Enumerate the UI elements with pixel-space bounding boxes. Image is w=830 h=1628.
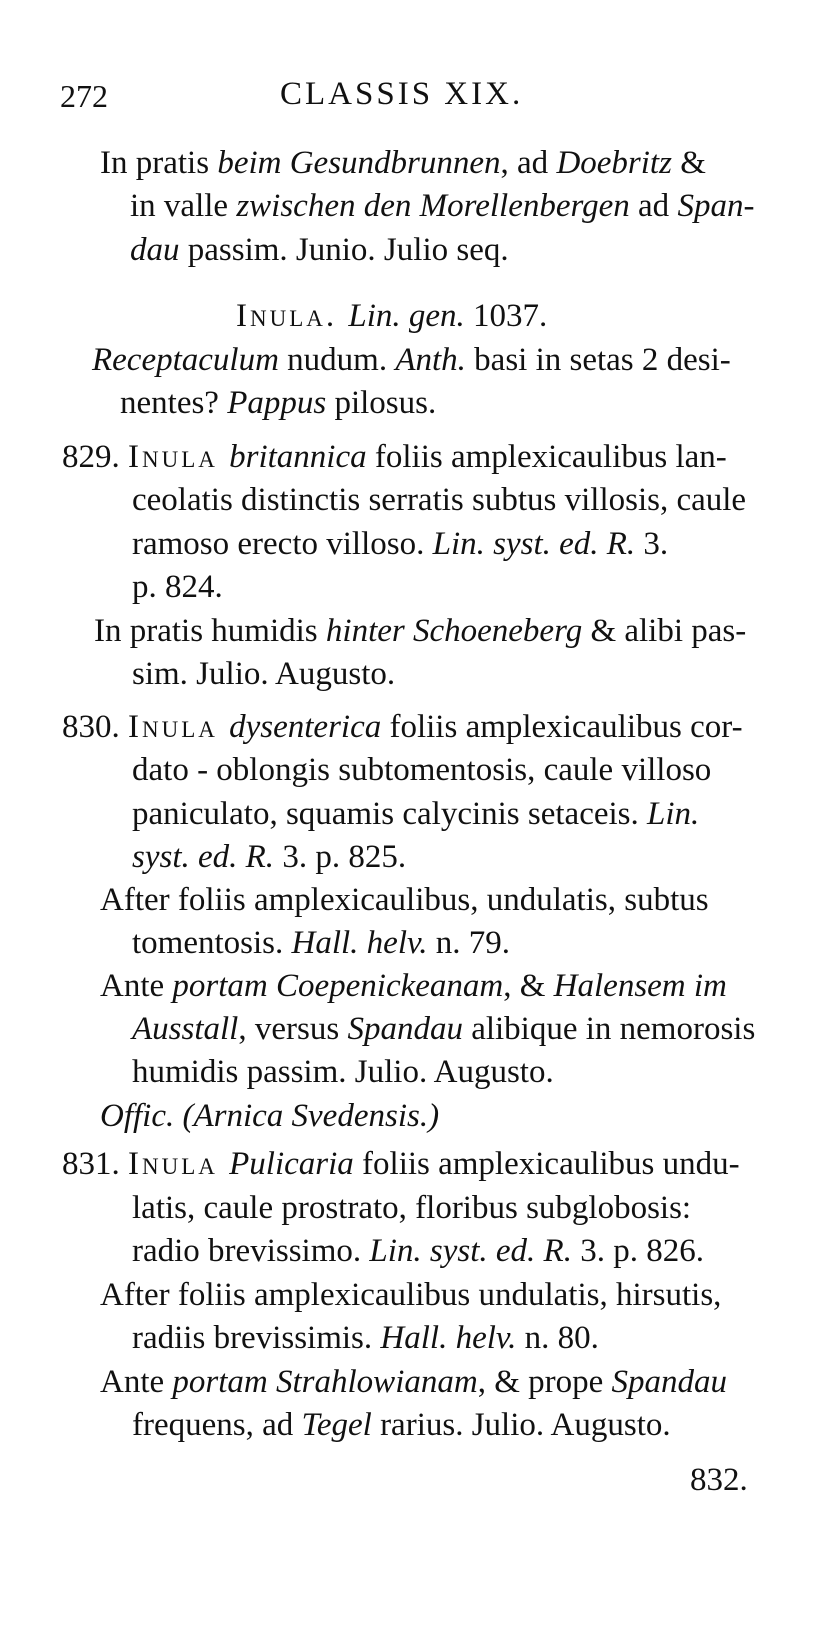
habitat-line: in valle zwischen den Morellenbergen ad Span- (130, 188, 755, 224)
species-text: paniculato, squamis calycinis setaceis. Lin. (132, 796, 700, 832)
species-number: 829. (62, 439, 120, 475)
habitat-line: dau passim. Junio. Julio seq. (130, 232, 509, 268)
genus-description: Receptaculum nudum. Anth. basi in setas 2 desi- (92, 342, 731, 378)
species-entry-830: 830. Inula dysenterica foliis amplexicaulibus cor- (62, 709, 743, 745)
species-number: 831. (62, 1146, 120, 1182)
synonym-line: After foliis amplexicaulibus undulatis, hirsutis, (100, 1277, 722, 1313)
species-text: dato - oblongis subtomentosis, caule villoso (132, 752, 712, 788)
genus-heading: Inula. Lin. gen. 1037. (236, 298, 548, 334)
officinal-note: Offic. (Arnica Svedensis.) (100, 1098, 440, 1134)
habitat-line: Ausstall, versus Spandau alibique in nemorosis (132, 1011, 756, 1047)
species-text: ramoso erecto villoso. Lin. syst. ed. R. 3. (132, 526, 669, 562)
habitat-line: sim. Julio. Augusto. (132, 656, 396, 692)
habitat-line: In pratis humidis hinter Schoeneberg & alibi pas- (94, 613, 747, 649)
habitat-line: frequens, ad Tegel rarius. Julio. Augusto. (132, 1407, 671, 1443)
synonym-line: tomentosis. Hall. helv. n. 79. (132, 925, 510, 961)
species-text: syst. ed. R. 3. p. 825. (132, 839, 407, 875)
habitat-line: Ante portam Strahlowianam, & prope Spandau (100, 1364, 728, 1400)
species-entry-829: 829. Inula britannica foliis amplexicaulibus lan- (62, 439, 727, 475)
species-text: latis, caule prostrato, floribus subglobosis: (132, 1190, 692, 1226)
synonym-line: radiis brevissimis. Hall. helv. n. 80. (132, 1320, 599, 1356)
species-text: p. 824. (132, 569, 223, 605)
habitat-line: Ante portam Coepenickeanam, & Halensem im (100, 968, 727, 1004)
genus-description: nentes? Pappus pilosus. (120, 385, 437, 421)
habitat-line: humidis passim. Julio. Augusto. (132, 1054, 554, 1090)
running-head: CLASSIS XIX. (280, 76, 524, 112)
species-entry-831: 831. Inula Pulicaria foliis amplexicaulibus undu- (62, 1146, 740, 1182)
habitat-line: In pratis beim Gesundbrunnen, ad Doebritz & (100, 145, 706, 181)
species-text: radio brevissimo. Lin. syst. ed. R. 3. p. 826. (132, 1233, 704, 1269)
page-number: 272 (60, 78, 108, 114)
species-text: ceolatis distinctis serratis subtus villosis, caule (132, 482, 747, 518)
species-number: 830. (62, 709, 120, 745)
catchword: 832. (690, 1462, 748, 1498)
synonym-line: After foliis amplexicaulibus, undulatis, subtus (100, 882, 709, 918)
